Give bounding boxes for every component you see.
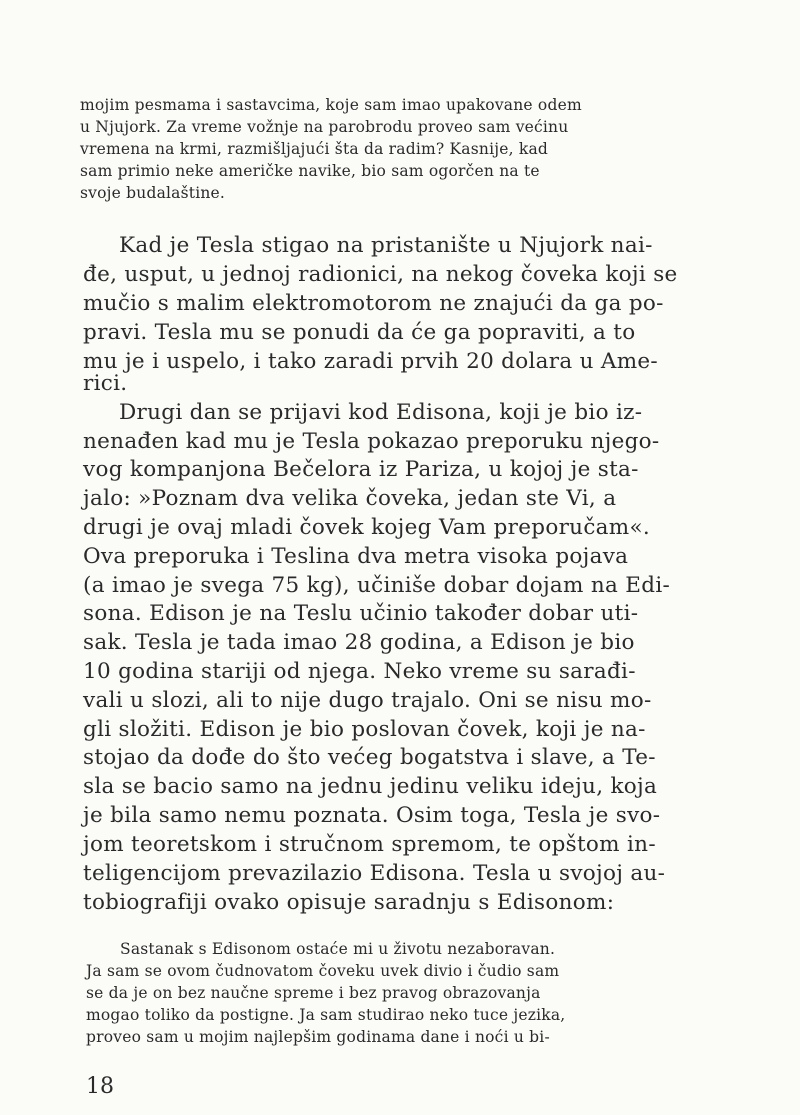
body-line: gli složiti. Edison je bio poslovan čovek, koji je na- — [83, 717, 646, 742]
body-line: sak. Tesla je tada imao 28 godina, a Edison je bio — [83, 630, 635, 655]
intro-quote-line: u Njujork. Za vreme vožnje na parobrodu proveo sam većinu — [80, 118, 569, 136]
intro-quote-line: mojim pesmama i sastavcima, koje sam imao upakovane odem — [80, 96, 582, 114]
intro-quote-line: sam primio neke američke navike, bio sam ogorčen na te — [80, 162, 540, 180]
intro-quote-line: svoje budalaštine. — [80, 184, 226, 202]
page-number: 18 — [86, 1074, 114, 1099]
body-line: stojao da dođe do što većeg bogatstva i slave, a Te- — [83, 745, 656, 770]
body-line: đe, usput, u jednoj radionici, na nekog čoveka koji se — [83, 262, 678, 287]
body-line: mu je i uspelo, i tako zaradi prvih 20 dolara u Ame- — [83, 349, 658, 374]
body-line: Ova preporuka i Teslina dva metra visoka pojava — [83, 544, 629, 569]
body-line: vog kompanjona Bečelora iz Pariza, u kojoj je sta- — [83, 457, 639, 482]
body-line: teligencijom prevazilazio Edisona. Tesla u svojoj au- — [83, 861, 666, 886]
closing-quote-line: proveo sam u mojim najlepšim godinama dane i noći u bi- — [86, 1028, 550, 1046]
body-line: mučio s malim elektromotorom ne znajući da ga po- — [83, 291, 664, 316]
body-line: Drugi dan se prijavi kod Edisona, koji je bio iz- — [119, 400, 643, 425]
body-line: je bila samo nemu poznata. Osim toga, Tesla je svo- — [83, 803, 661, 828]
body-line: sona. Edison je na Teslu učinio također dobar uti- — [83, 601, 639, 626]
body-line: pravi. Tesla mu se ponudi da će ga popraviti, a to — [83, 320, 636, 345]
body-line: jom teoretskom i stručnom spremom, te opštom in- — [83, 832, 656, 857]
closing-quote-line: se da je on bez naučne spreme i bez pravog obrazovanja — [86, 984, 541, 1002]
closing-quote-line: mogao toliko da postigne. Ja sam studirao neko tuce jezika, — [86, 1006, 566, 1024]
body-line: Kad je Tesla stigao na pristanište u Njujork nai- — [119, 233, 653, 258]
body-line: jalo: »Poznam dva velika čoveka, jedan ste Vi, a — [83, 486, 617, 511]
closing-quote-line: Sastanak s Edisonom ostaće mi u životu nezaboravan. — [120, 940, 556, 958]
body-line: drugi je ovaj mladi čovek kojeg Vam preporučam«. — [83, 515, 651, 540]
intro-quote-line: vremena na krmi, razmišljajući šta da radim? Kasnije, kad — [80, 140, 549, 158]
closing-quote-line: Ja sam se ovom čudnovatom čoveku uvek divio i čudio sam — [86, 962, 560, 980]
body-line: 10 godina stariji od njega. Neko vreme su sarađi- — [83, 659, 636, 684]
body-line: sla se bacio samo na jednu jedinu veliku ideju, koja — [83, 774, 658, 799]
body-line: (a imao je svega 75 kg), učiniše dobar dojam na Edi- — [83, 573, 671, 598]
body-line: rici. — [83, 371, 128, 396]
body-line: tobiografiji ovako opisuje saradnju s Edisonom: — [83, 890, 615, 915]
body-line: vali u slozi, ali to nije dugo trajalo. Oni se nisu mo- — [83, 688, 652, 713]
body-line: nenađen kad mu je Tesla pokazao preporuku njego- — [83, 429, 660, 454]
